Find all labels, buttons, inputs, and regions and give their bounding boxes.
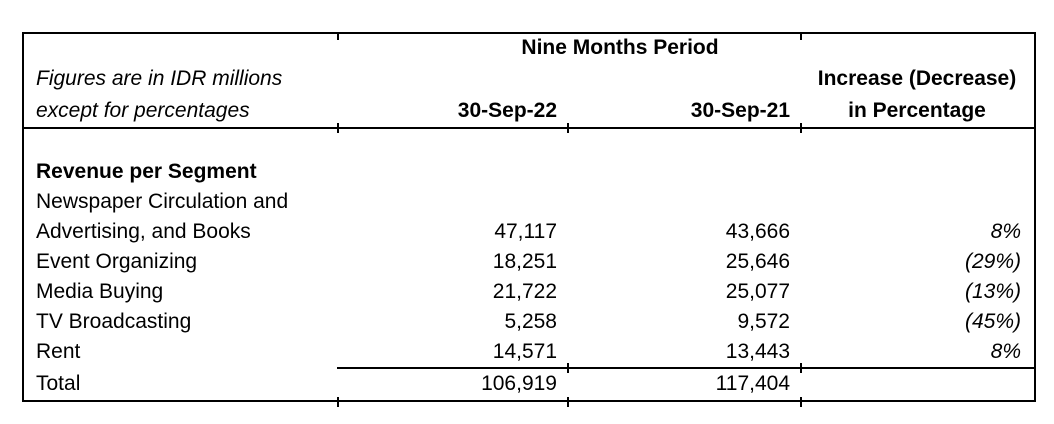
table-row: [24, 277, 1034, 307]
column-tick: [567, 363, 569, 373]
table-row: [24, 369, 1034, 399]
column-tick: [800, 397, 802, 407]
value-30-sep-22: 14,571: [492, 340, 557, 363]
table-header-row-2: [24, 62, 1034, 95]
value-increase-percentage: 8%: [990, 340, 1021, 363]
column-header-increase-line2: in Percentage: [848, 99, 986, 122]
column-tick: [567, 397, 569, 407]
table-row: [24, 129, 1034, 157]
column-header-30-sep-21: 30-Sep-21: [690, 99, 790, 122]
table-row: [24, 157, 1034, 187]
row-label: Advertising, and Books: [36, 220, 251, 243]
value-30-sep-21: 13,443: [725, 340, 790, 363]
row-label: Media Buying: [36, 280, 164, 303]
row-label: Newspaper Circulation and: [36, 190, 289, 213]
table-body: [24, 129, 1034, 399]
value-30-sep-21: 25,077: [725, 280, 790, 303]
value-30-sep-22: 18,251: [492, 250, 557, 273]
unit-note-line1: Figures are in IDR millions: [36, 66, 283, 90]
table-row: [24, 337, 1034, 367]
subtotal-rule: [24, 367, 1034, 369]
table-header-row-3: [24, 95, 1034, 127]
value-increase-percentage: 8%: [990, 220, 1021, 243]
row-label: Rent: [36, 340, 81, 363]
value-30-sep-22: 47,117: [494, 220, 557, 243]
value-increase-percentage: (29%): [964, 250, 1021, 273]
column-tick: [800, 363, 802, 373]
subtotal-rule-bar: [337, 367, 1034, 369]
value-30-sep-22: 106,919: [481, 372, 557, 395]
value-increase-percentage: (45%): [964, 310, 1021, 333]
value-30-sep-21: 9,572: [737, 310, 790, 333]
column-header-30-sep-22: 30-Sep-22: [457, 99, 557, 122]
column-header-increase-line1: Increase (Decrease): [817, 66, 1017, 90]
column-tick: [337, 397, 339, 407]
value-30-sep-21: 43,666: [725, 220, 790, 243]
row-label: Revenue per Segment: [36, 160, 257, 183]
table-header-row-1: [24, 34, 1034, 62]
row-label: Total: [36, 372, 81, 395]
unit-note-line2: except for percentages: [36, 99, 250, 122]
value-30-sep-22: 21,722: [492, 280, 557, 303]
row-label: Event Organizing: [36, 250, 198, 273]
value-30-sep-22: 5,258: [504, 310, 557, 333]
table-row: [24, 307, 1034, 337]
period-title: Nine Months Period: [521, 36, 719, 59]
column-tick: [567, 123, 569, 133]
header-separator-line: [24, 127, 1034, 129]
table-row: [24, 217, 1034, 247]
column-tick: [337, 123, 339, 133]
column-tick: [800, 123, 802, 133]
value-30-sep-21: 25,646: [725, 250, 790, 273]
financial-table: [22, 32, 1036, 402]
value-30-sep-21: 117,404: [715, 372, 790, 395]
table-row: [24, 187, 1034, 217]
value-increase-percentage: (13%): [964, 280, 1021, 303]
table-row: [24, 247, 1034, 277]
row-label: TV Broadcasting: [36, 310, 192, 333]
